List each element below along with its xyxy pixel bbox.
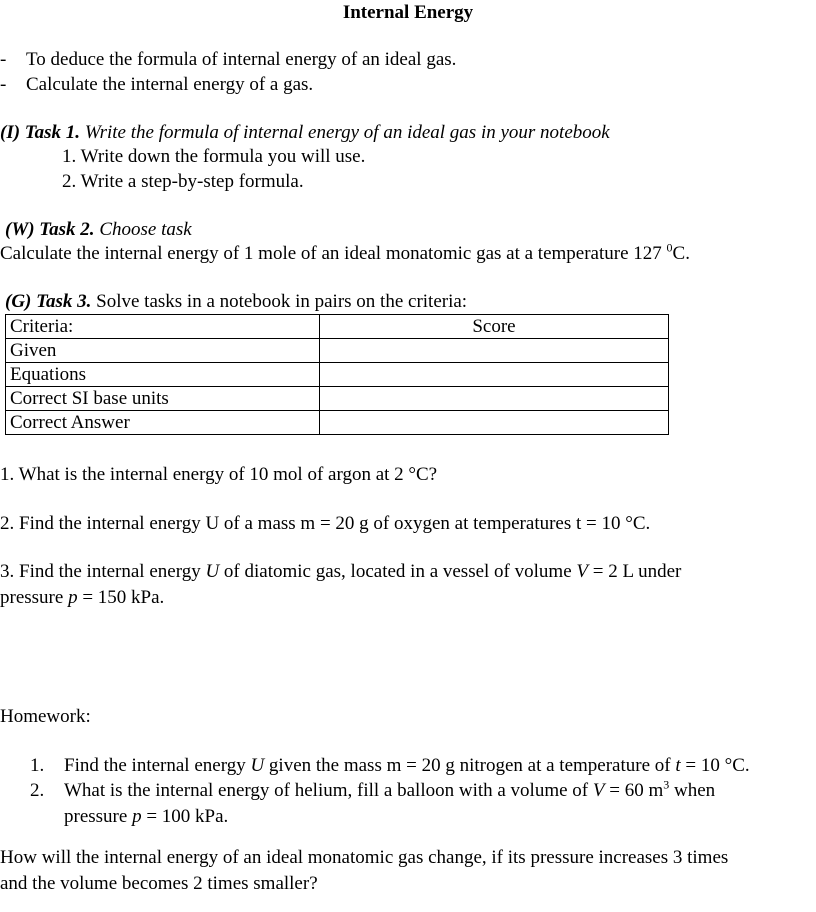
- table-row: [6, 363, 669, 387]
- homework-text: pressure: [64, 806, 133, 827]
- criteria-cell: Given: [6, 339, 320, 363]
- problem-2: 2. Find the internal energy U of a mass m = 20 g of oxygen at temperatures t = 10 °C.: [0, 513, 651, 534]
- objective-1: [0, 48, 456, 72]
- bullet-dash: -: [0, 49, 7, 70]
- symbol-V: V: [576, 561, 588, 582]
- task1-heading: [0, 121, 610, 145]
- task1-step-2: 2. Write a step-by-step formula.: [62, 171, 304, 192]
- homework-item-number: 1.: [30, 755, 45, 776]
- symbol-V: V: [592, 780, 605, 801]
- score-cell: [320, 339, 669, 363]
- bullet-dash: -: [0, 74, 7, 95]
- task2-unit: C.: [672, 243, 690, 264]
- criteria-cell: Correct SI base units: [6, 387, 320, 411]
- objective-2-text: Calculate the internal energy of a gas.: [26, 74, 314, 95]
- task3-label: (G) Task 3.: [5, 291, 92, 312]
- objective-1-text: To deduce the formula of internal energy of an ideal gas.: [26, 49, 457, 70]
- problem-3-line2: [0, 586, 164, 610]
- criteria-cell: Correct Answer: [6, 411, 320, 435]
- homework-text: = 60 m: [604, 780, 664, 801]
- task1-text: Write the formula of internal energy of an ideal gas in your notebook: [84, 122, 610, 143]
- problem-3-line1: [0, 560, 681, 584]
- table-row: [6, 387, 669, 411]
- objective-2: [0, 73, 313, 97]
- criteria-cell: Equations: [6, 363, 320, 387]
- score-cell: [320, 387, 669, 411]
- problem-1: 1. What is the internal energy of 10 mol of argon at 2 °C?: [0, 464, 438, 485]
- homework-text: = 10 °C.: [680, 755, 750, 776]
- homework-label: Homework:: [0, 706, 91, 727]
- homework-text: Find the internal energy: [64, 755, 251, 776]
- table-row: [6, 339, 669, 363]
- homework-text: What is the internal energy of helium, fill a balloon with a volume of: [64, 780, 593, 801]
- homework-item-number: 2.: [30, 780, 45, 801]
- header-score: Score: [320, 315, 669, 339]
- question-line1: How will the internal energy of an ideal monatomic gas change, if its pressure increases 3 times: [0, 847, 729, 868]
- task1-label: (I) Task 1.: [0, 122, 81, 143]
- problem-3-text: of diatomic gas, located in a vessel of volume: [219, 561, 577, 582]
- homework-text: given the mass m = 20 g nitrogen at a temperature of: [264, 755, 676, 776]
- homework-item-2: [30, 779, 715, 803]
- problem-3-text: = 2 L under: [588, 561, 682, 582]
- task3-heading: [5, 290, 467, 314]
- criteria-table: [5, 314, 669, 435]
- homework-item-2-line2: [64, 805, 228, 829]
- task2-heading: [5, 218, 192, 242]
- table-header-row: [6, 315, 669, 339]
- symbol-p: p: [132, 806, 142, 827]
- page-title: Internal Energy: [342, 2, 474, 23]
- task3-text: Solve tasks in a notebook in pairs on the criteria:: [96, 291, 468, 312]
- problem-3-text: 3. Find the internal energy: [0, 561, 206, 582]
- problem-3-text: pressure: [0, 587, 69, 608]
- symbol-U: U: [250, 755, 265, 776]
- problem-3-text: = 150 kPa.: [77, 587, 165, 608]
- table-row: [6, 411, 669, 435]
- score-cell: [320, 363, 669, 387]
- task2-degree: 0: [666, 240, 673, 255]
- task2-body-text: Calculate the internal energy of 1 mole of an ideal monatomic gas at a temperature 127: [0, 243, 662, 264]
- homework-item-1: [30, 754, 750, 778]
- homework-text: = 100 kPa.: [141, 806, 229, 827]
- symbol-p: p: [68, 587, 78, 608]
- homework-text: when: [669, 780, 716, 801]
- question-line2: and the volume becomes 2 times smaller?: [0, 873, 318, 894]
- task2-label: (W) Task 2.: [5, 219, 95, 240]
- task1-step-1: 1. Write down the formula you will use.: [62, 146, 366, 167]
- header-criteria: Criteria:: [6, 315, 320, 339]
- symbol-t: t: [675, 755, 681, 776]
- task2-body: [0, 242, 690, 266]
- exponent: 3: [663, 777, 670, 792]
- task2-text: Choose task: [99, 219, 192, 240]
- score-cell: [320, 411, 669, 435]
- symbol-U: U: [205, 561, 220, 582]
